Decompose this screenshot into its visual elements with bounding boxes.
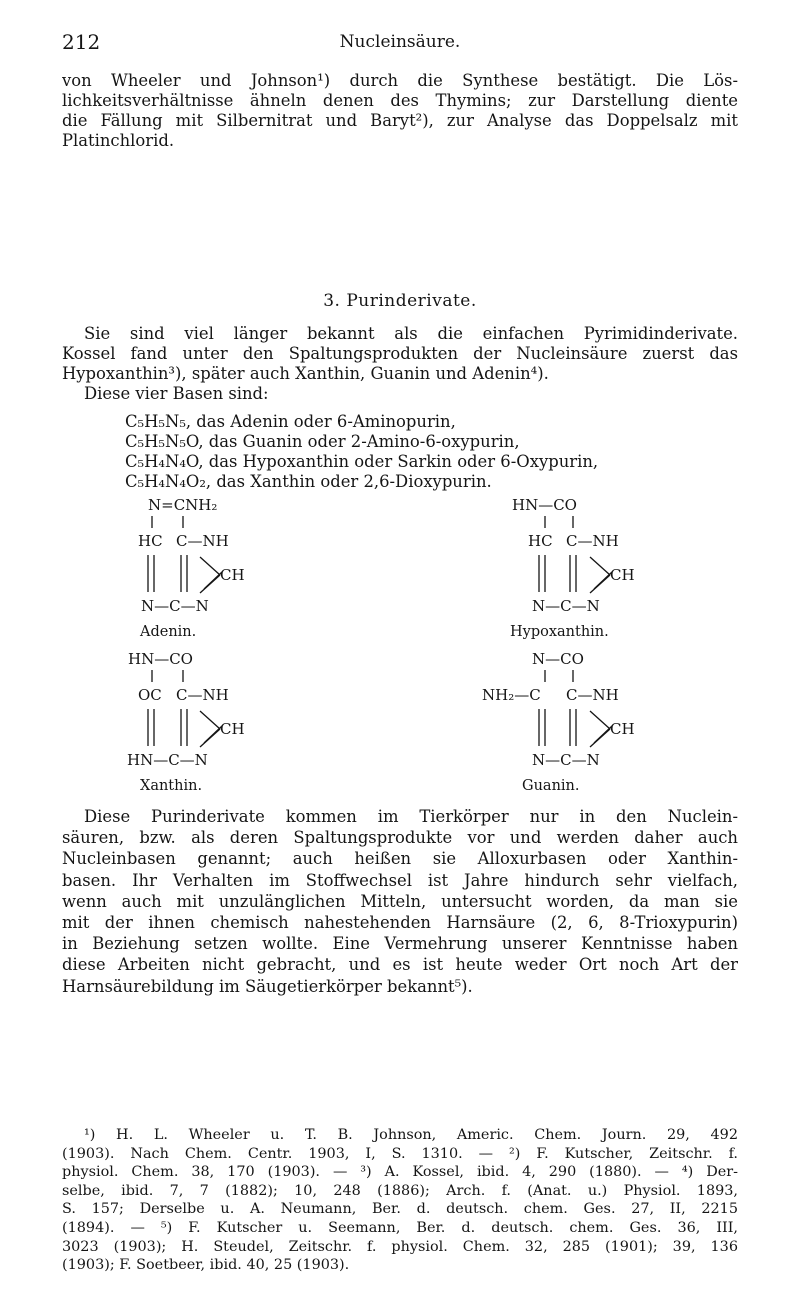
body-paragraph — [62, 806, 738, 997]
structure-ch: CH — [610, 720, 635, 738]
structure-top: HN—CO — [128, 650, 193, 668]
text-line: diese Arbeiten nicht gebracht, und es ist heute weder Ort noch Art der — [62, 955, 738, 975]
guanin-structure — [482, 650, 635, 794]
structure-left: NH₂—C — [482, 686, 541, 704]
footnote-line: physiol. Chem. 38, 170 (1903). — ³) A. Kossel, ibid. 4, 290 (1880). — ⁴) Der- — [62, 1164, 738, 1181]
text-line: Kossel fand unter den Spaltungsprodukten der Nucleinsäure zuerst das — [62, 344, 738, 363]
formula-line: C₅H₄N₄O, das Hypoxanthin oder Sarkin oder 6-Oxypurin, — [125, 452, 599, 471]
text-line: Hypoxanthin³), später auch Xanthin, Guanin und Adenin⁴). — [62, 364, 549, 383]
structure-caption: Guanin. — [522, 778, 580, 794]
structure-caption: Adenin. — [140, 624, 197, 640]
text-line: Diese Purinderivate kommen im Tierkörper nur in den Nuclein- — [84, 807, 738, 826]
footnote-line: (1903); F. Soetbeer, ibid. 40, 25 (1903). — [62, 1257, 350, 1274]
structure-mid: C—NH — [566, 686, 619, 704]
structure-left: OC — [138, 686, 162, 704]
footnote-line: ¹) H. L. Wheeler u. T. B. Johnson, Americ. Chem. Journ. 29, 492 — [84, 1127, 738, 1143]
text-line: Nucleinbasen genannt; auch heißen sie Alloxurbasen oder Xanthin- — [62, 849, 738, 869]
footnote-line: S. 157; Derselbe u. A. Neumann, Ber. d. deutsch. chem. Ges. 27, II, 2215 — [62, 1201, 738, 1218]
structure-caption: Xanthin. — [140, 778, 203, 794]
text-line: Diese vier Basen sind: — [84, 384, 269, 403]
xanthin-structure — [127, 650, 245, 794]
formula-line: C₅H₅N₅O, das Guanin oder 2-Amino-6-oxypurin, — [125, 432, 520, 451]
adenin-structure — [138, 496, 245, 640]
footnote-line: (1903). Nach Chem. Centr. 1903, I, S. 1310. — ²) F. Kutscher, Zeitschr. f. — [62, 1145, 738, 1162]
structure-bottom: N—C—N — [141, 597, 209, 615]
text-line: Platinchlorid. — [62, 131, 175, 150]
text-line: säuren, bzw. als deren Spaltungsprodukte vor und werden daher auch — [62, 828, 738, 848]
structure-bottom: N—C—N — [532, 751, 600, 769]
structure-top: N—CO — [532, 650, 584, 668]
structure-mid: C—NH — [176, 532, 229, 550]
hypoxanthin-structure — [510, 496, 635, 640]
structure-left: HC — [528, 532, 553, 550]
text-line: lichkeitsverhältnisse ähneln denen des Thymins; zur Darstellung diente — [62, 91, 738, 110]
text-line: die Fällung mit Silbernitrat und Baryt²), zur Analyse das Doppelsalz mit — [62, 111, 738, 130]
structure-bottom: N—C—N — [532, 597, 600, 615]
text-line: mit der ihnen chemisch nahestehenden Harnsäure (2, 6, 8-Trioxypurin) — [62, 913, 738, 933]
structure-left: HC — [138, 532, 163, 550]
footnote-line: 3023 (1903); H. Steudel, Zeitschr. f. physiol. Chem. 32, 285 (1901); 39, 136 — [62, 1238, 738, 1255]
text-line: Sie sind viel länger bekannt als die einfachen Pyrimidinderivate. — [84, 324, 738, 343]
footnotes — [62, 1126, 738, 1275]
formula-line: C₅H₅N₅, das Adenin oder 6-Aminopurin, — [125, 412, 456, 431]
structure-ch: CH — [220, 566, 245, 584]
text-line: in Beziehung setzen wollte. Eine Vermehrung unserer Kenntnisse haben — [62, 934, 738, 954]
text-line: wenn auch mit unzulänglichen Mitteln, untersucht worden, da man sie — [62, 891, 738, 911]
structure-bottom: HN—C—N — [127, 751, 208, 769]
text-line: basen. Ihr Verhalten im Stoffwechsel ist Jahre hindurch sehr vielfach, — [62, 870, 738, 890]
section-heading: 3. Purinderivate. — [323, 291, 477, 311]
footnote-line: selbe, ibid. 7, 7 (1882); 10, 248 (1886); Arch. f. (Anat. u.) Physiol. 1893, — [62, 1182, 738, 1199]
text-line: von Wheeler und Johnson¹) durch die Synthese bestätigt. Die Lös- — [62, 71, 738, 90]
structure-top: N=CNH₂ — [148, 496, 218, 514]
footnote-line: (1894). — ⁵) F. Kutscher u. Seemann, Ber. d. deutsch. chem. Ges. 36, III, — [62, 1219, 738, 1236]
structure-ch: CH — [610, 566, 635, 584]
running-title: Nucleinsäure. — [339, 32, 461, 52]
formula-line: C₅H₄N₄O₂, das Xanthin oder 2,6-Dioxypurin. — [125, 472, 492, 491]
structure-mid: C—NH — [566, 532, 619, 550]
structure-ch: CH — [220, 720, 245, 738]
structure-caption: Hypoxanthin. — [510, 624, 609, 640]
text-line: Harnsäurebildung im Säugetierkörper bekannt⁵). — [62, 976, 473, 996]
structure-top: HN—CO — [512, 496, 577, 514]
page-number: 212 — [62, 30, 101, 54]
structure-mid: C—NH — [176, 686, 229, 704]
